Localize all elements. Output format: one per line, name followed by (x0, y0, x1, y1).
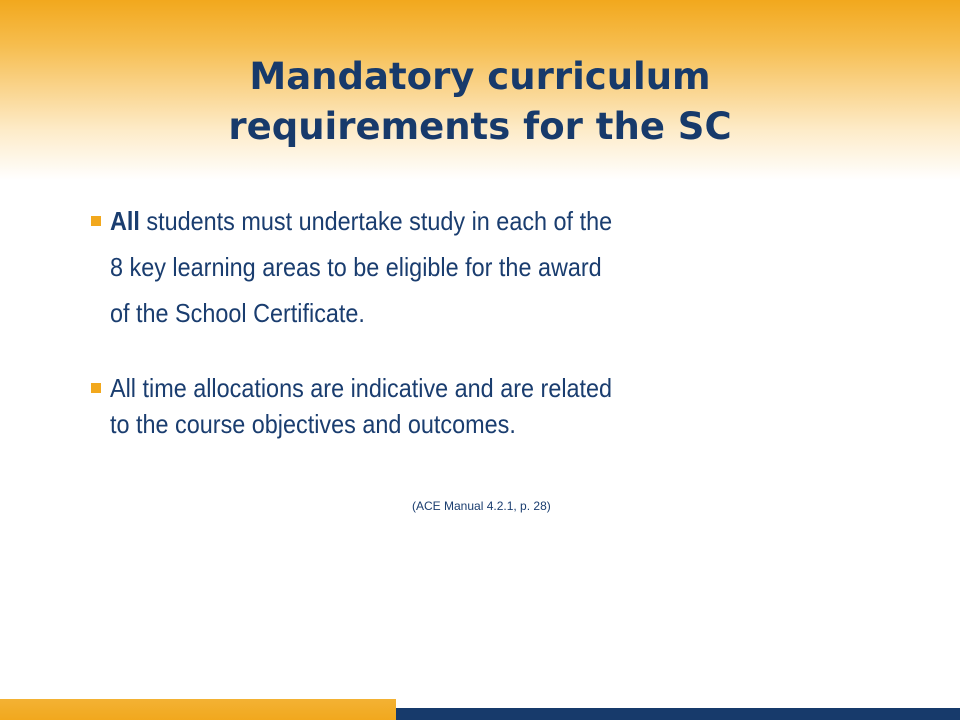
bullet-item (92, 198, 792, 336)
bullet-line: 8 key learning areas to be eligible for the award (110, 252, 602, 282)
bullet-item (92, 370, 792, 442)
bullet-emphasis: All (110, 206, 140, 236)
footer-bar (0, 699, 960, 720)
slide-title-line-1: Mandatory curriculum (249, 55, 711, 98)
footer-gold-segment (0, 699, 396, 720)
bullet-line: to the course objectives and outcomes. (110, 409, 516, 439)
bullet-line: All time allocations are indicative and are related (110, 373, 613, 403)
bullet-list (92, 198, 792, 442)
footer-navy-segment (396, 708, 960, 720)
slide-title-line-2: requirements for the SC (228, 105, 732, 148)
square-bullet-icon (91, 216, 101, 226)
bullet-line (110, 198, 724, 244)
square-bullet-icon (91, 383, 101, 393)
slide-title (80, 52, 880, 152)
citation: (ACE Manual 4.2.1, p. 28) (412, 499, 551, 513)
bullet-line: of the School Certificate. (110, 298, 365, 328)
bullet-line-text: students must undertake study in each of the (139, 206, 613, 236)
